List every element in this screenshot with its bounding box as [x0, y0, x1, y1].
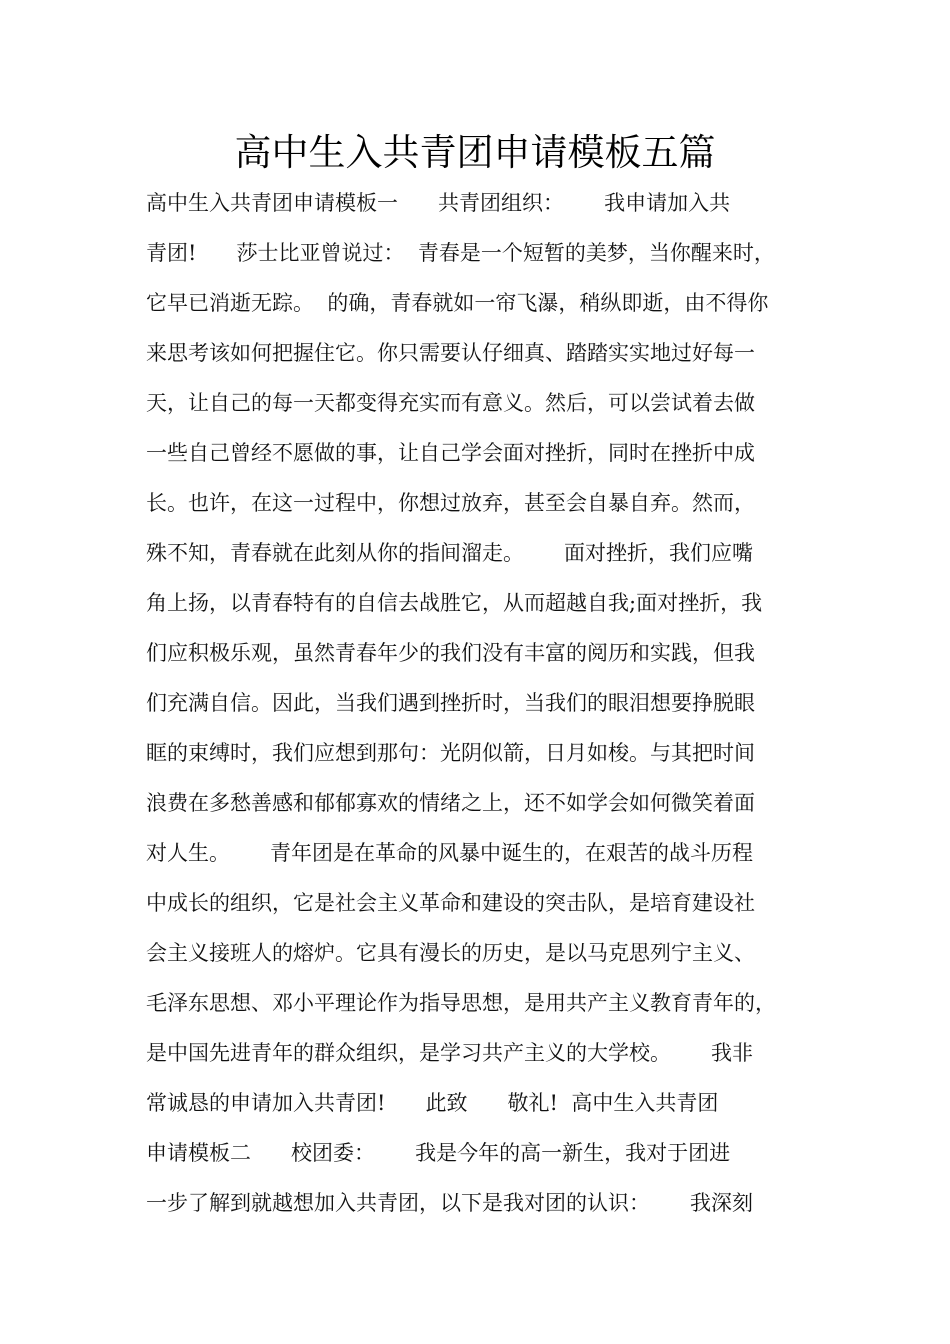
body-line-11: 们充满自信。因此，当我们遇到挫折时，当我们的眼泪想要挣脱眼	[146, 691, 755, 715]
body-line-20: 申请模板二 校团委： 我是今年的高一新生，我对于团进	[146, 1141, 731, 1165]
body-line-3: 它早已消逝无踪。 的确，青春就如一帘飞瀑，稍纵即逝，由不得你	[146, 291, 769, 315]
body-line-16: 会主义接班人的熔炉。它具有漫长的历史，是以马克思列宁主义、	[146, 941, 755, 965]
body-line-2: 青团! 莎士比亚曾说过： 青春是一个短暂的美梦，当你醒来时，	[146, 241, 775, 265]
body-line-8: 殊不知，青春就在此刻从你的指间溜走。 面对挫折，我们应嘴	[146, 541, 754, 565]
body-line-13: 浪费在多愁善感和郁郁寡欢的情绪之上，还不如学会如何微笑着面	[146, 791, 755, 815]
body-line-4: 来思考该如何把握住它。你只需要认仔细真、踏踏实实地过好每一	[146, 341, 755, 365]
body-line-5: 天，让自己的每一天都变得充实而有意义。然后，可以尝试着去做	[146, 391, 755, 415]
document-body	[146, 178, 826, 1228]
body-line-18: 是中国先进青年的群众组织，是学习共产主义的大学校。 我非	[146, 1041, 754, 1065]
body-line-6: 一些自己曾经不愿做的事，让自己学会面对挫折，同时在挫折中成	[146, 441, 755, 465]
body-line-7: 长。也许，在这一过程中，你想过放弃，甚至会自暴自弃。然而，	[146, 491, 755, 515]
body-line-1: 高中生入共青团申请模板一 共青团组织： 我申请加入共	[146, 191, 731, 215]
body-line-14: 对人生。 青年团是在革命的风暴中诞生的，在艰苦的战斗历程	[146, 841, 754, 865]
body-line-12: 眶的束缚时，我们应想到那句：光阴似箭，日月如梭。与其把时间	[146, 741, 755, 765]
body-line-10: 们应积极乐观，虽然青春年少的我们没有丰富的阅历和实践，但我	[146, 641, 755, 665]
document-title: 高中生入共青团申请模板五篇	[234, 131, 716, 174]
body-line-17: 毛泽东思想、邓小平理论作为指导思想，是用共产主义教育青年的，	[146, 991, 776, 1015]
body-line-19: 常诚恳的申请加入共青团! 此致 敬礼! 高中生入共青团	[146, 1091, 719, 1115]
body-line-15: 中成长的组织，它是社会主义革命和建设的突击队，是培育建设社	[146, 891, 755, 915]
body-line-9: 角上扬，以青春特有的自信去战胜它，从而超越自我;面对挫折，我	[146, 591, 763, 615]
body-line-21: 一步了解到就越想加入共青团，以下是我对团的认识： 我深刻	[146, 1191, 754, 1215]
